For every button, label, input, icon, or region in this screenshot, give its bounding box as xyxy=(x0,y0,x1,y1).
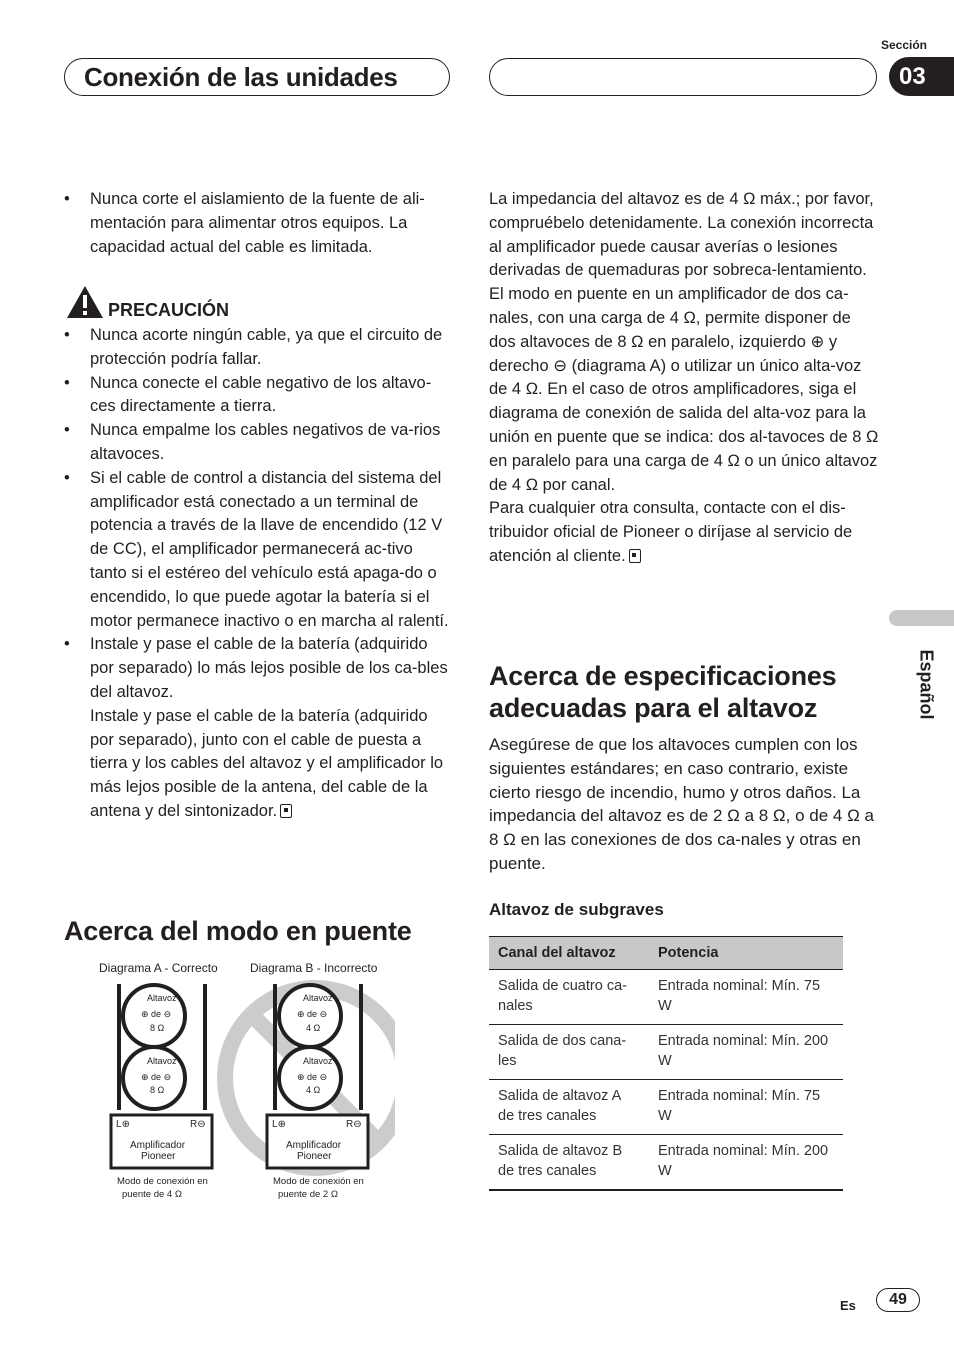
bridge-diagrams xyxy=(95,960,395,1210)
caution-header xyxy=(64,285,264,321)
caution-bullet: • Nunca conecte el cable negativo de los altavo-ces directamente a tierra. xyxy=(64,372,454,420)
warning-triangle-icon xyxy=(66,285,104,319)
speaker-b1-ohms xyxy=(306,1023,320,1033)
speaker-a1-label: Altavoz xyxy=(147,993,177,1003)
table-cell: Entrada nominal: Mín. 75 W xyxy=(649,970,843,1025)
caution-bullet: • Instale y pase el cable de la batería (adquirido por separado) lo más lejos posible de los ca-bles del altavoz. xyxy=(64,633,454,704)
section-label: Sección xyxy=(880,38,927,52)
contact-paragraph xyxy=(489,497,879,568)
ohm-symbol: Ω xyxy=(157,1023,165,1033)
impedance-section xyxy=(489,188,879,569)
column-header: Canal del altavoz xyxy=(489,937,649,970)
speaker-a2-ohms xyxy=(150,1085,164,1095)
end-mark-icon xyxy=(280,804,292,818)
table-row xyxy=(489,970,843,1025)
end-mark-icon xyxy=(629,549,641,563)
caution-continuation xyxy=(64,705,454,824)
speaker-specs-paragraph: Asegúrese de que los altavoces cumplen con los siguientes estándares; en caso contrario, existe cierto riesgo de incendio, humo y otros daños. La impedancia del altavoz es de 2 Ω a 8 Ω, o de 4 Ω a 8 Ω en las conexiones de dos ca-nales y otras en puente. xyxy=(489,735,874,873)
intro-bullet: • Nunca corte el aislamiento de la fuente de ali-mentación para alimentar otros equipos. La capacidad actual del cable es limitada. xyxy=(64,188,454,259)
table-header-row xyxy=(489,937,843,970)
polarity-text: de xyxy=(151,1009,162,1019)
polarity-text: de xyxy=(307,1072,318,1082)
plus-minus-icon: ⊕ de ⊖ xyxy=(141,1009,172,1019)
speaker-a1-ohms xyxy=(150,1023,164,1033)
bridge-mode-heading: Acerca del modo en puente xyxy=(64,916,412,946)
intro-section xyxy=(64,188,454,259)
speaker-b1-label: Altavoz xyxy=(303,993,333,1003)
amp-left-label: L xyxy=(272,1119,278,1130)
amp-right-label: R xyxy=(190,1119,198,1130)
amp-a-line1: Amplificador xyxy=(130,1140,186,1151)
ohm-value: 4 xyxy=(306,1085,312,1095)
table-cell: Salida de dos cana-les xyxy=(489,1025,649,1080)
caution-bullet: • Si el cable de control a distancia del sistema del amplificador está conectado a un terminal de potencia a través de la llave de encendido (12 V de CC), el amplificador permanecerá ac-tivo tanto si el estéreo del vehículo está apaga-do o encendido, lo que puede agotar la batería si el motor permanece inactivo o en marcha al ralentí. xyxy=(64,467,454,634)
ohm-value: 8 xyxy=(150,1085,156,1095)
bridge-mode-paragraph: El modo en puente en un amplificador de dos ca-nales, con una carga de 4 Ω, permite disponer de dos altavoces de 8 Ω en paralelo, izquierdo ⊕ y derecho ⊖ (diagrama A) o utilizar un único alta-voz de 4 Ω. En el caso de otros amplificadores, siga el diagrama de conexión de salida del alta-voz para la unión en puente que se indica: dos al-tavoces de 8 Ω en paralelo para una carga de 4 Ω o un único altavoz de 4 Ω por canal. xyxy=(489,285,879,494)
column-header: Potencia xyxy=(649,937,843,970)
ohm-symbol: Ω xyxy=(313,1085,321,1095)
diagram-b-note-line2: puente de 2 Ω xyxy=(278,1189,338,1200)
header-right-frame xyxy=(489,58,877,96)
impedance-paragraph: La impedancia del altavoz es de 4 Ω máx.; por favor, compruébelo detenidamente. La conexión incorrecta al amplificador puede causar averías o lesiones derivadas de quemaduras por sobreca-lentamiento. xyxy=(489,190,874,280)
amp-b-line1: Amplificador xyxy=(286,1140,342,1151)
amp-a-right-terminal: R⊖ xyxy=(190,1119,206,1130)
ohm-value: 8 xyxy=(150,1023,156,1033)
table-cell: Entrada nominal: Mín. 200 W xyxy=(649,1135,843,1191)
amp-a-line2: Pioneer xyxy=(141,1151,176,1162)
language-tab-label: Español xyxy=(916,649,937,720)
section-number-badge: 03 xyxy=(889,57,954,96)
language-tab-bar xyxy=(889,610,954,626)
amp-b-left-terminal: L⊕ xyxy=(272,1119,286,1130)
diagram-b-caption: Diagrama B - Incorrecto xyxy=(250,961,378,975)
footer-language-code: Es xyxy=(840,1298,856,1313)
ohm-symbol: Ω xyxy=(157,1085,165,1095)
amp-left-label: L xyxy=(116,1119,122,1130)
caution-bullet: • Nunca acorte ningún cable, ya que el circuito de protección podría fallar. xyxy=(64,324,454,372)
subwoofer-heading: Altavoz de subgraves xyxy=(489,900,664,919)
table-row xyxy=(489,1080,843,1135)
caution-bullet: • Nunca empalme los cables negativos de va-rios altavoces. xyxy=(64,419,454,467)
polarity-text: de xyxy=(307,1009,318,1019)
plus-minus-icon: ⊕ de ⊖ xyxy=(141,1072,172,1082)
polarity-text: de xyxy=(151,1072,162,1082)
table-cell: Salida de altavoz B de tres canales xyxy=(489,1135,649,1191)
diagram-a-caption: Diagrama A - Correcto xyxy=(99,961,218,975)
amp-a-left-terminal: L⊕ xyxy=(116,1119,130,1130)
table-row xyxy=(489,1135,843,1191)
diagram-b-note-line1: Modo de conexión en xyxy=(273,1176,364,1187)
speaker-b2-label: Altavoz xyxy=(303,1056,333,1066)
table-cell: Entrada nominal: Mín. 200 W xyxy=(649,1025,843,1080)
diagram-a-note-line1: Modo de conexión en xyxy=(117,1176,208,1187)
amp-b-line2: Pioneer xyxy=(297,1151,332,1162)
ohm-value: 4 xyxy=(306,1023,312,1033)
subwoofer-spec-table xyxy=(489,936,843,1191)
diagram-a-note-line2: puente de 4 Ω xyxy=(122,1189,182,1200)
table-cell: Salida de altavoz A de tres canales xyxy=(489,1080,649,1135)
table-row xyxy=(489,1025,843,1080)
speaker-specs-heading: Acerca de especificaciones adecuadas para el altavoz xyxy=(489,661,837,723)
caution-continuation-text: Instale y pase el cable de la batería (adquirido por separado), junto con el cable de puesta a tierra y los cables del altavoz y el amplificador lo más lejos posible de la antena, del cable de la antena y del sintonizador. xyxy=(90,706,444,820)
plus-minus-icon: ⊕ de ⊖ xyxy=(297,1009,328,1019)
ohm-symbol: Ω xyxy=(313,1023,321,1033)
plus-minus-icon: ⊕ de ⊖ xyxy=(297,1072,328,1082)
table-cell: Entrada nominal: Mín. 75 W xyxy=(649,1080,843,1135)
caution-title: PRECAUCIÓN xyxy=(108,300,230,320)
speaker-a2-label: Altavoz xyxy=(147,1056,177,1066)
amp-right-label: R xyxy=(346,1119,354,1130)
page-title: Conexión de las unidades xyxy=(84,62,398,92)
amp-b-right-terminal: R⊖ xyxy=(346,1119,362,1130)
table-cell: Salida de cuatro ca-nales xyxy=(489,970,649,1025)
contact-text: Para cualquier otra consulta, contacte con el dis-tribuidor oficial de Pioneer o diríjase al servicio de atención al cliente. xyxy=(489,499,853,565)
speaker-b2-ohms xyxy=(306,1085,320,1095)
caution-list-section xyxy=(64,324,454,824)
page-number: 49 xyxy=(876,1288,920,1312)
diagrams-drawing xyxy=(95,960,395,1210)
